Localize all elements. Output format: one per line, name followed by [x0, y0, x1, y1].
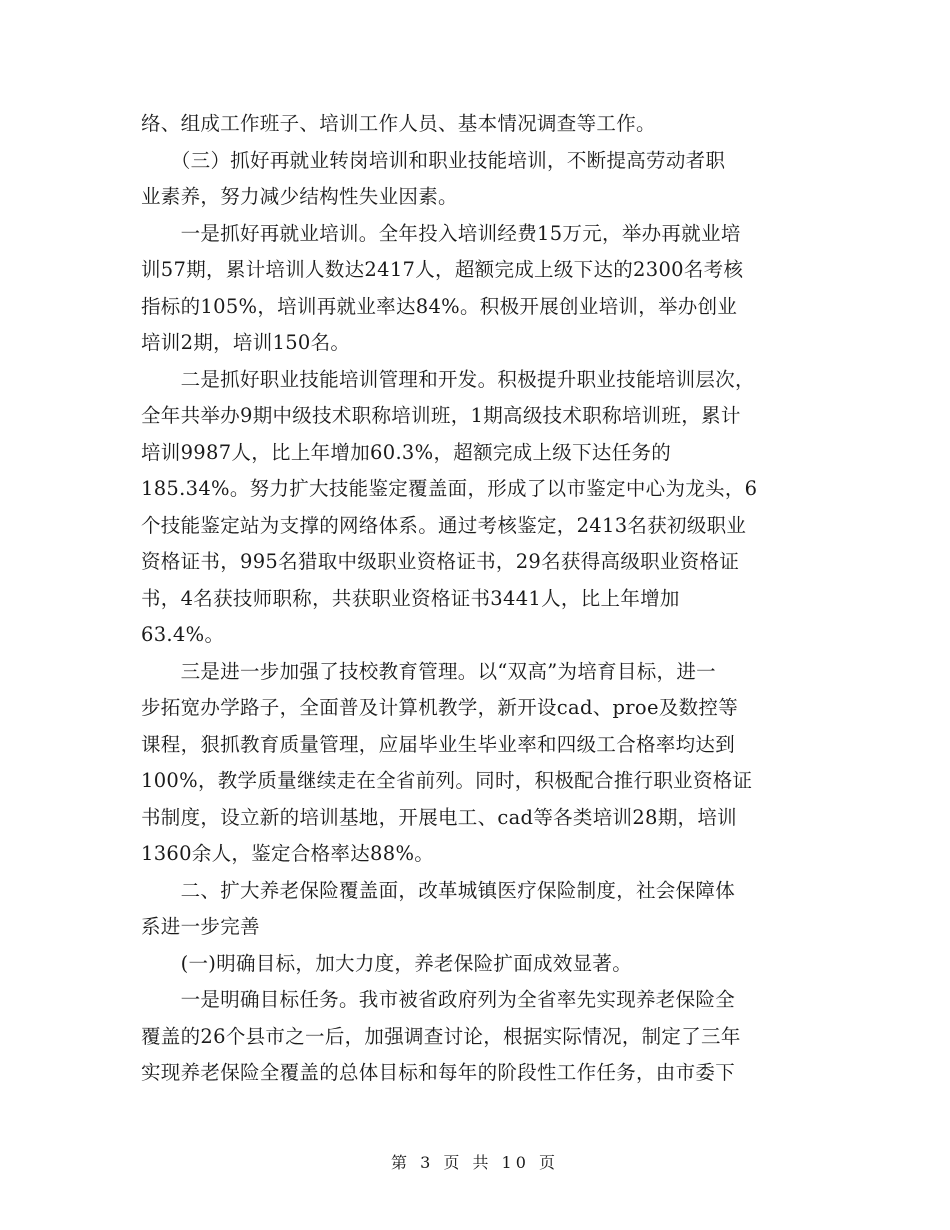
text-line: 络、组成工作班子、培训工作人员、基本情况调查等工作。	[141, 112, 656, 135]
document-body	[141, 106, 813, 1092]
text-line: 书制度，设立新的培训基地，开展电工、cad等各类培训28期，培训	[141, 805, 737, 829]
text-line: （三）抓好再就业转岗培训和职业技能培训，不断提高劳动者职	[141, 148, 726, 172]
text-line: 一是明确目标任务。我市被省政府列为全省率先实现养老保险全	[141, 988, 736, 1011]
text-line: 100%，教学质量继续走在全省前列。同时，积极配合推行职业资格证	[141, 769, 753, 792]
page-number-footer: 第 3 页 共 10 页	[391, 1153, 559, 1172]
text-line: 185.34%。努力扩大技能鉴定覆盖面，形成了以市鉴定中心为龙头，6	[141, 477, 758, 500]
text-line: 资格证书，995名猎取中级职业资格证书，29名获得高级职业资格证	[141, 550, 740, 573]
text-line: 指标的105%，培训再就业率达84%。积极开展创业培训，举办创业	[141, 294, 738, 318]
text-line: 二、扩大养老保险覆盖面，改革城镇医疗保险制度，社会保障体	[141, 878, 736, 902]
text-line: (一)明确目标，加大力度，养老保险扩面成效显著。	[141, 951, 633, 975]
text-line: 二是抓好职业技能培训管理和开发。积极提升职业技能培训层次，	[141, 367, 755, 391]
text-line: 课程，狠抓教育质量管理，应届毕业生毕业率和四级工合格率均达到	[141, 732, 736, 756]
text-line: 1360余人，鉴定合格率达88%。	[141, 842, 435, 865]
text-line: 培训9987人，比上年增加60.3%，超额完成上级下达任务的	[141, 440, 672, 464]
text-line: 实现养老保险全覆盖的总体目标和每年的阶段性工作任务，由市委下	[141, 1061, 736, 1084]
text-line: 业素养，努力减少结构性失业因素。	[141, 185, 458, 208]
text-line: 一是抓好再就业培训。全年投入培训经费15万元，举办再就业培	[141, 221, 741, 245]
text-line: 训57期，累计培训人数达2417人，超额完成上级下达的2300名考核	[141, 258, 744, 281]
text-line: 覆盖的26个县市之一后，加强调查讨论，根据实际情况，制定了三年	[141, 1024, 741, 1048]
text-line: 步拓宽办学路子，全面普及计算机教学，新开设cad、proe及数控等	[141, 696, 739, 719]
text-line: 书，4名获技师职称，共获职业资格证书3441人，比上年增加	[141, 586, 680, 610]
text-line: 系进一步完善	[141, 915, 260, 938]
text-line: 个技能鉴定站为支撑的网络体系。通过考核鉴定，2413名获初级职业	[141, 513, 747, 537]
text-line: 63.4%。	[141, 623, 225, 646]
text-line: 培训2期，培训150名。	[141, 331, 351, 354]
text-line: 全年共举办9期中级技术职称培训班，1期高级技术职称培训班，累计	[141, 404, 741, 427]
text-line: 三是进一步加强了技校教育管理。以“双高”为培育目标，进一	[141, 659, 716, 683]
